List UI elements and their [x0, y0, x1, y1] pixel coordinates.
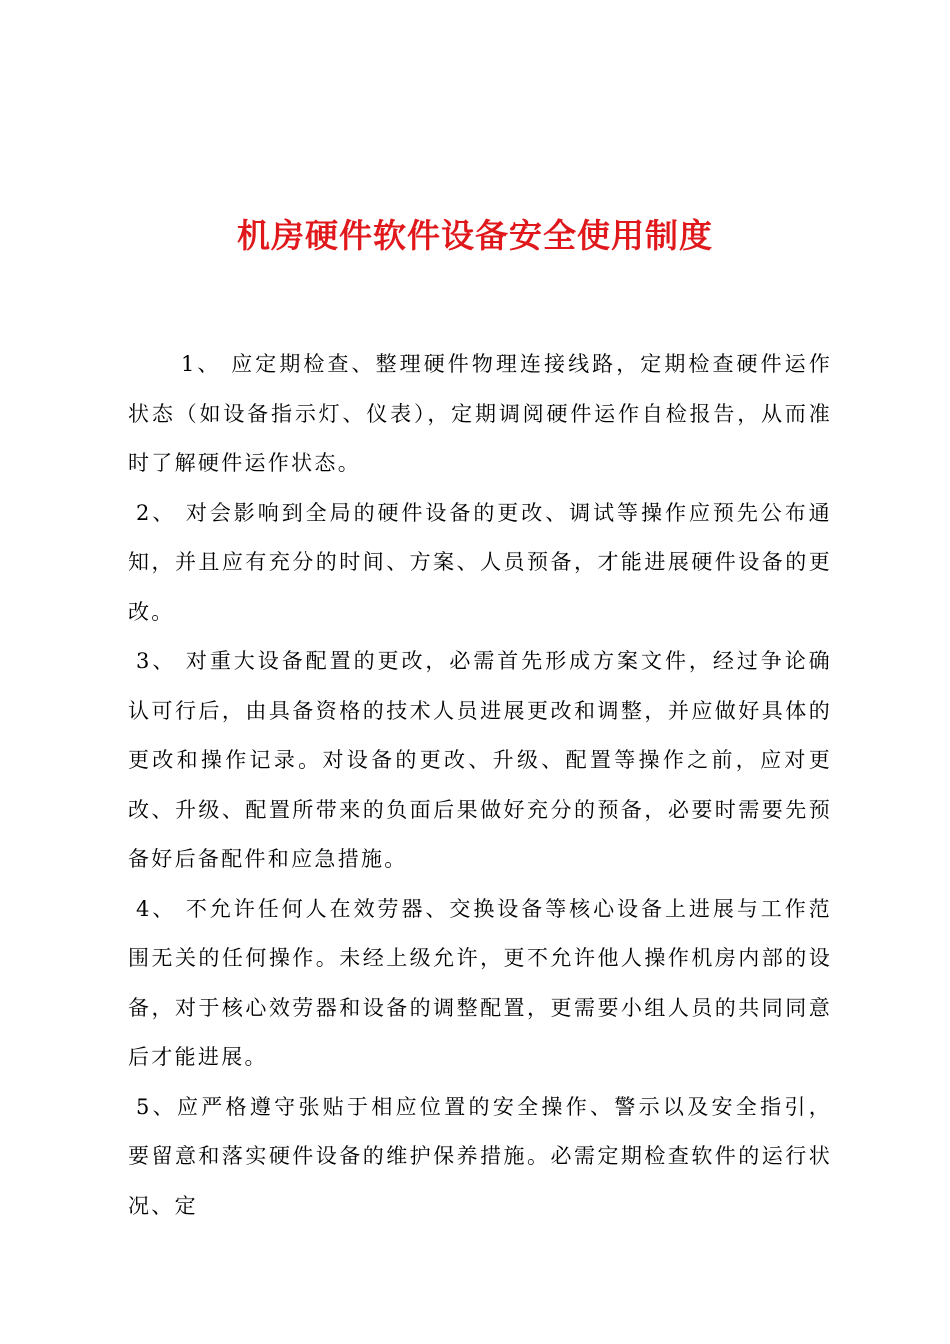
paragraph-2: 2、 对会影响到全局的硬件设备的更改、调试等操作应预先公布通知，并且应有充分的时间、方案、人员预备，才能进展硬件设备的更改。 [128, 500, 832, 624]
paragraph-4: 4、 不允许任何人在效劳器、交换设备等核心设备上进展与工作范围无关的任何操作。未经上级允许，更不允许他人操作机房内部的设备，对于核心效劳器和设备的调整配置，更需要小组人员的共同同意后才能进展。 [128, 896, 832, 1069]
paragraph-1: 1、 应定期检查、整理硬件物理连接线路，定期检查硬件运作状态（如设备指示灯、仪表），定期调阅硬件运作自检报告，从而准时了解硬件运作状态。 [128, 352, 832, 475]
paragraph-5: 5、应严格遵守张贴于相应位置的安全操作、警示以及安全指引， 要留意和落实硬件设备的维护保养措施。必需定期检查软件的运行状况、定 [128, 1094, 832, 1218]
document-title: 机房硬件软件设备安全使用制度 [237, 216, 713, 255]
paragraph-3: 3、 对重大设备配置的更改，必需首先形成方案文件，经过争论确认可行后，由具备资格的技术人员进展更改和调整，并应做好具体的更改和操作记录。对设备的更改、升级、配置等操作之前，应对更改、升级、配置所带来的负面后果做好充分的预备，必要时需要先预备好后备配件和应急措施。 [128, 649, 832, 871]
document-body [128, 340, 832, 1231]
